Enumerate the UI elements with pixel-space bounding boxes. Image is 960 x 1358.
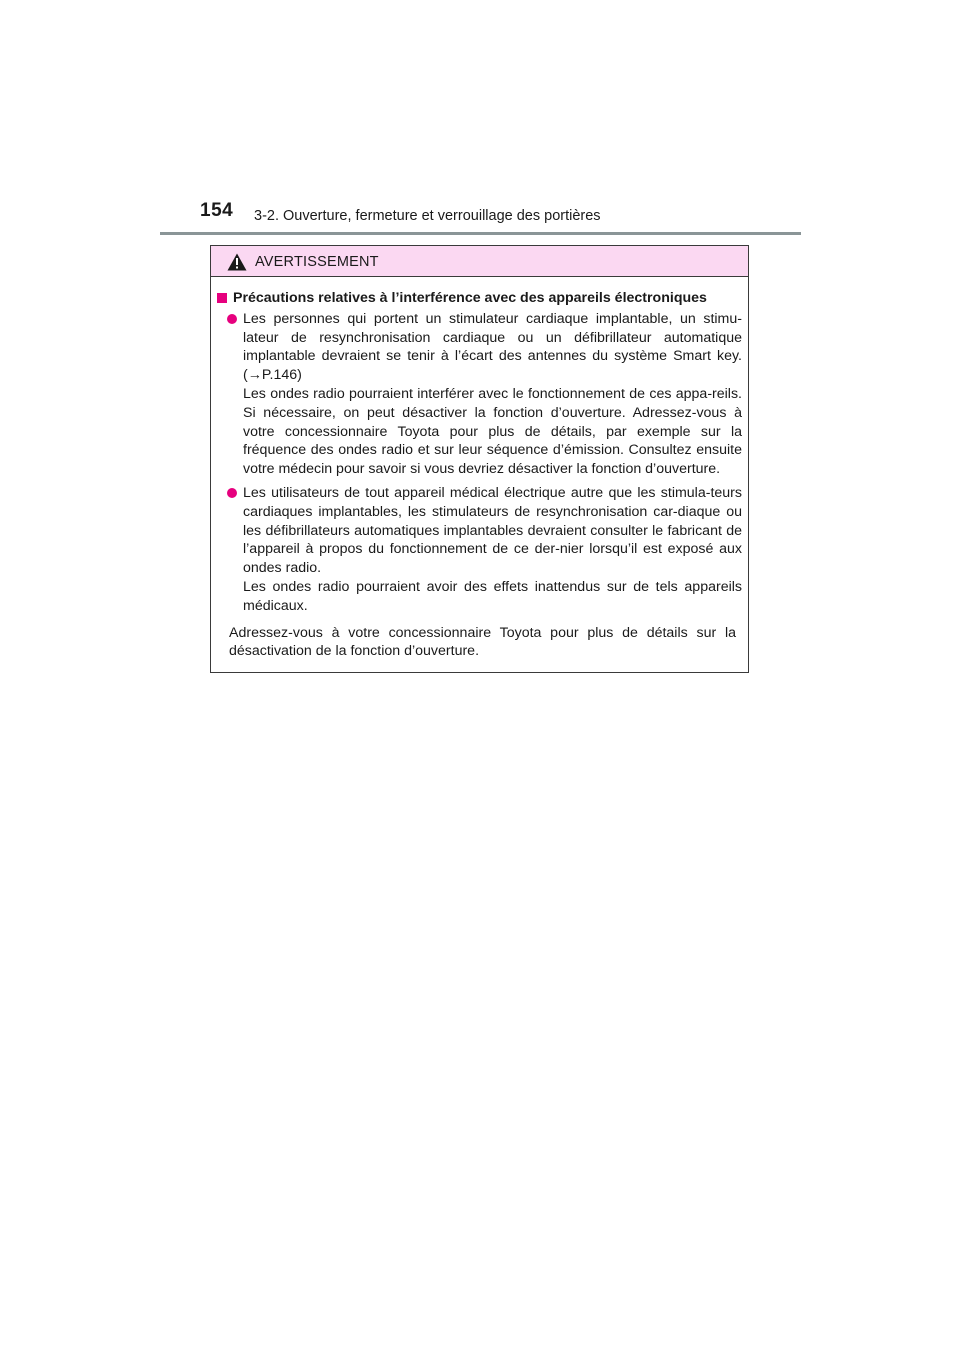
paragraph: Les ondes radio pourraient avoir des effets inattendus sur de tels appareils médicaux. bbox=[243, 578, 742, 614]
warning-triangle-icon bbox=[227, 253, 247, 271]
warning-box bbox=[210, 245, 749, 673]
warning-heading-text: Précautions relatives à l’interférence avec des appareils électroniques bbox=[233, 290, 707, 306]
warning-label: AVERTISSEMENT bbox=[255, 254, 379, 270]
list-item bbox=[227, 310, 742, 479]
page-number: 154 bbox=[200, 200, 234, 221]
list-item-text bbox=[243, 310, 742, 479]
square-bullet-icon bbox=[217, 293, 227, 303]
paragraph: Les ondes radio pourraient interférer avec le fonctionnement de ces appa-reils. Si nécessaire, on peut désactiver la fonction d’ouverture. Adressez-vous à votre concessionnaire Toyota pour plus de détails, par exemple sur la fréquence des ondes radio et sur leur séquence d’émission. Consultez ensuite votre médecin pour savoir si vous devriez désactiver la fonction d’ouverture. bbox=[243, 385, 742, 478]
closing-paragraph: Adressez-vous à votre concessionnaire Toyota pour plus de détails sur la désactivation de la fonction d’ouverture. bbox=[229, 624, 736, 660]
list-item-text bbox=[243, 484, 742, 616]
paragraph: Les utilisateurs de tout appareil médical électrique autre que les stimula-teurs cardiaques implantables, les stimulateurs de resynchronisation car-diaque ou les défibrillateurs automatiques implantables devraient consulter le fabricant de l’appareil à propos du fonctionnement de ce der-nier lorsqu’il est exposé aux ondes radio. bbox=[243, 484, 742, 577]
circle-bullet-icon bbox=[227, 314, 237, 324]
warning-header bbox=[211, 246, 748, 277]
section-title: 3-2. Ouverture, fermeture et verrouillage des portières bbox=[254, 208, 601, 224]
circle-bullet-icon bbox=[227, 488, 237, 498]
warning-heading bbox=[217, 289, 742, 308]
header-rule bbox=[160, 232, 801, 235]
warning-body bbox=[211, 277, 748, 661]
paragraph: Les personnes qui portent un stimulateur cardiaque implantable, un stimu-lateur de resynchronisation cardiaque ou un défibrillateur automatique implantable devraient se tenir à l’écart des antennes du système Smart key. (→P.146) bbox=[243, 310, 742, 384]
list-item bbox=[227, 484, 742, 616]
